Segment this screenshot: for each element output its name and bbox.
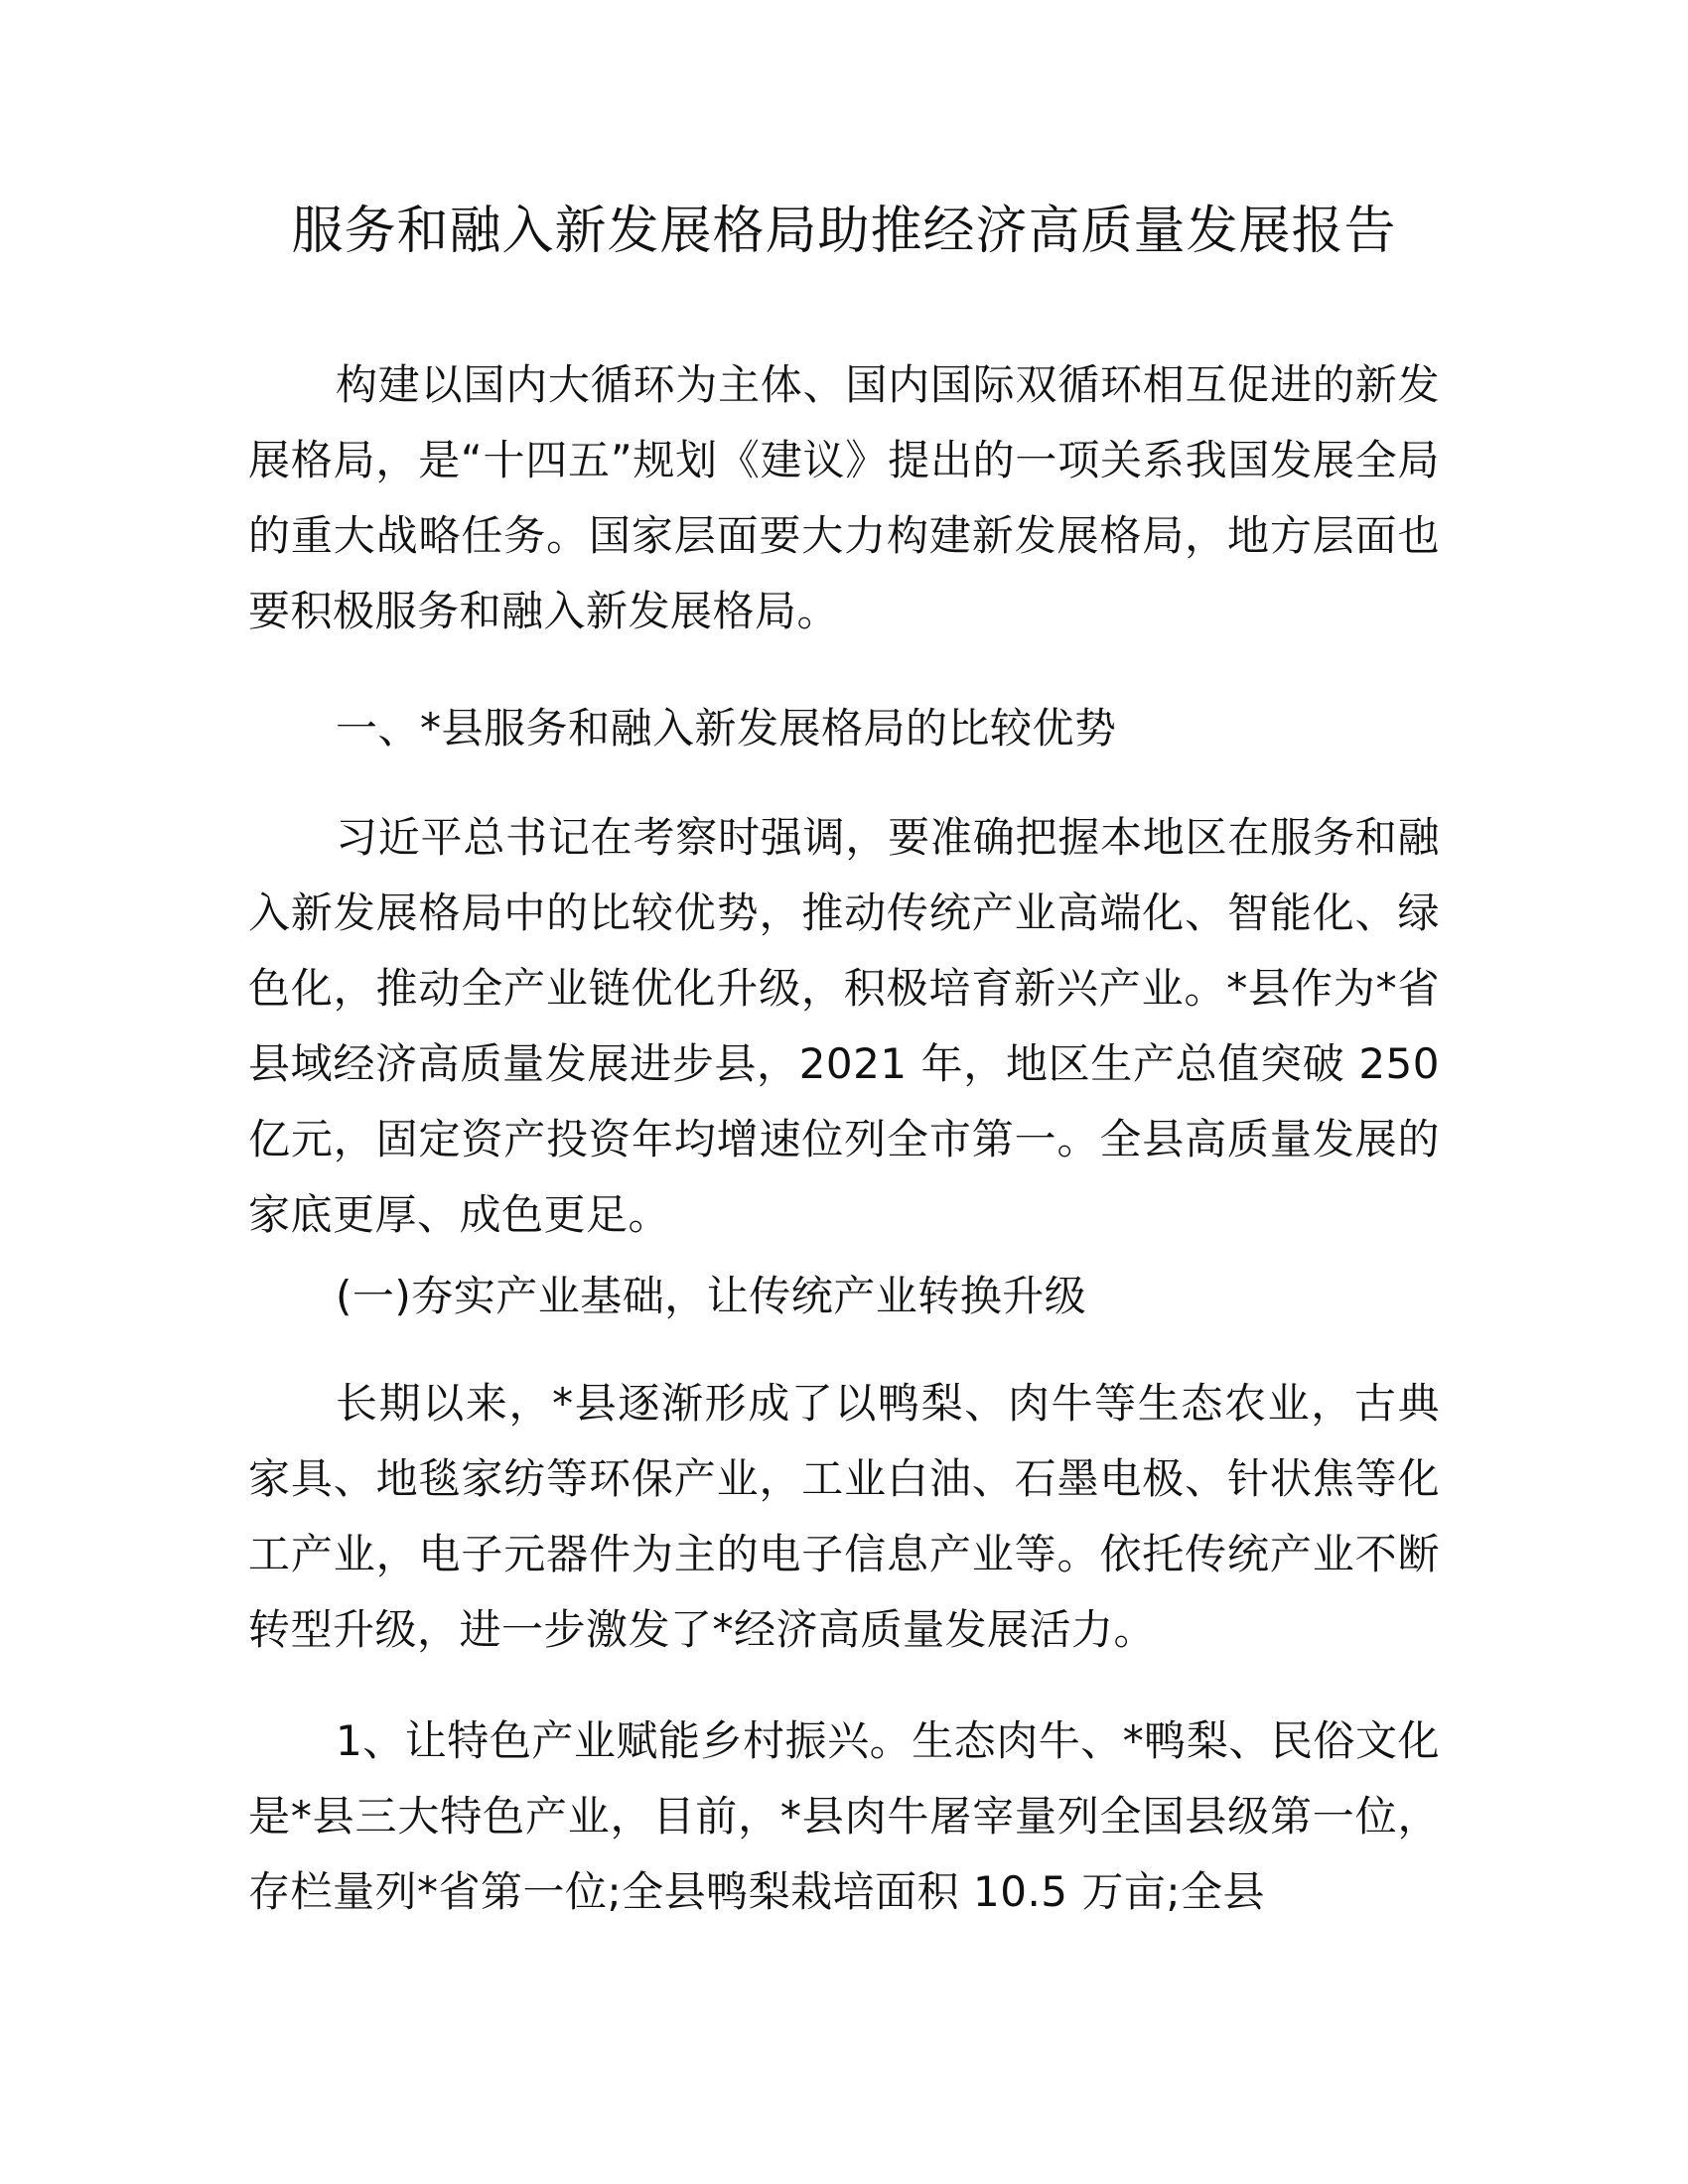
- subsection-heading-1: (一)夯实产业基础，让传统产业转换升级: [336, 1272, 1087, 1320]
- body-paragraph: 习近平总书记在考察时强调，要准确把握本地区在服务和融入新发展格局中的比较优势，推动传统产业高端化、智能化、绿色化，推动全产业链优化升级，积极培育新兴产业。*县作为*省县域经济高质量发展进步县，2021 年，地区生产总值突破 250 亿元，固定资产投资年均增速位列全市第一。全县高质量发展的家底更厚、成色更足。: [248, 813, 1440, 1239]
- body-paragraph: 1、让特色产业赋能乡村振兴。生态肉牛、*鸭梨、民俗文化是*县三大特色产业，目前，*县肉牛屠宰量列全国县级第一位，存栏量列*省第一位;全县鸭梨栽培面积 10.5 万亩;全县: [248, 1716, 1440, 1916]
- document-page: [248, 0, 1440, 2184]
- section-heading-1: 一、*县服务和融入新发展格局的比较优势: [336, 704, 1117, 752]
- body-paragraph: 长期以来，*县逐渐形成了以鸭梨、肉牛等生态农业，古典家具、地毯家纺等环保产业，工业白油、石墨电极、针状焦等化工产业，电子元器件为主的电子信息产业等。依托传统产业不断转型升级，进一步激发了*经济高质量发展活力。: [248, 1379, 1440, 1654]
- intro-paragraph: 构建以国内大循环为主体、国内国际双循环相互促进的新发展格局，是“十四五”规划《建议》提出的一项关系我国发展全局的重大战略任务。国家层面要大力构建新发展格局，地方层面也要积极服务和融入新发展格局。: [248, 360, 1440, 635]
- document-title: 服务和融入新发展格局助推经济高质量发展报告: [291, 202, 1397, 261]
